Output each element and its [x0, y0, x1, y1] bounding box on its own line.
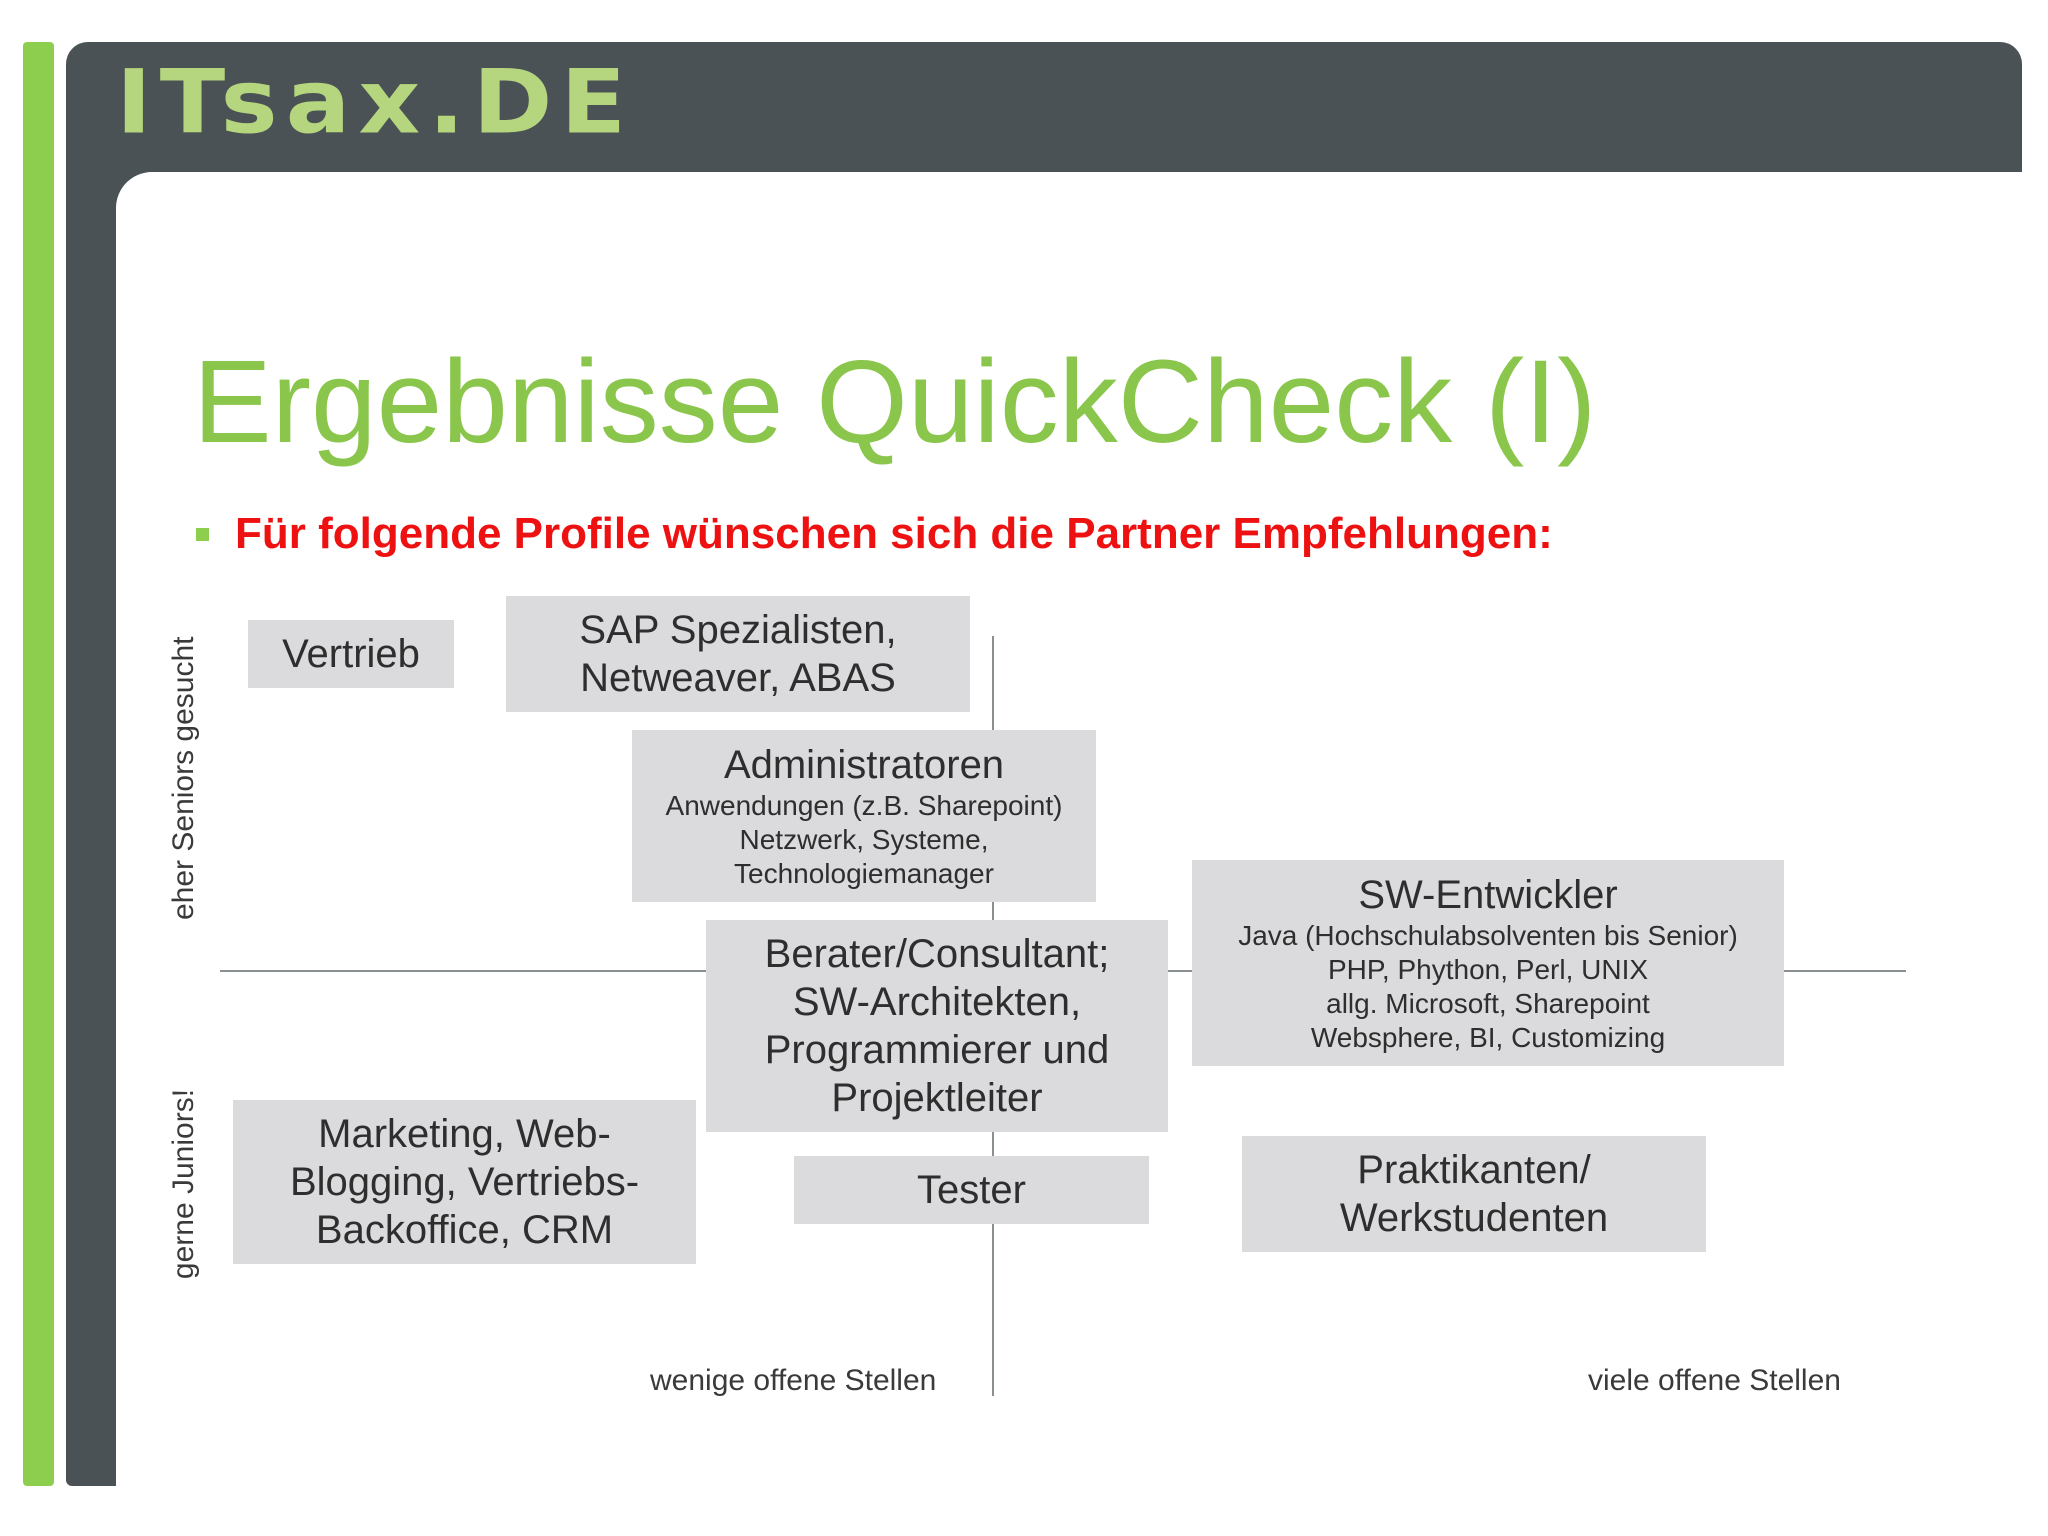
profile-box-tester	[794, 1156, 1149, 1224]
profile-title: SAP Spezialisten, Netweaver, ABAS	[579, 608, 897, 700]
y-axis-label-top: eher Seniors gesucht	[167, 636, 200, 920]
profile-title: SW-Entwickler	[1358, 873, 1618, 917]
profile-title: Marketing, Web- Blogging, Vertriebs- Backoffice, CRM	[289, 1112, 640, 1252]
logo-text: ITsax.DE	[116, 50, 635, 154]
itsax-logo	[116, 46, 634, 158]
x-axis-label-right: viele offene Stellen	[1588, 1364, 1841, 1397]
profile-box-berater	[706, 920, 1168, 1132]
accent-bar	[23, 42, 54, 1486]
profile-title: Tester	[917, 1168, 1026, 1212]
x-axis-label-left: wenige offene Stellen	[650, 1364, 937, 1397]
profile-box-administratoren	[632, 730, 1096, 902]
bullet-item	[196, 506, 1553, 562]
profile-box-marketing	[233, 1100, 696, 1264]
profile-box-sw-entwickler	[1192, 860, 1784, 1066]
slide-title: Ergebnisse QuickCheck (I)	[193, 336, 1597, 468]
profile-box-sap	[506, 596, 970, 712]
profile-detail: Anwendungen (z.B. Sharepoint) Netzwerk, Systeme, Technologiemanager	[665, 790, 1063, 889]
profile-box-praktikanten	[1242, 1136, 1706, 1252]
profile-title: Administratoren	[723, 743, 1005, 787]
profile-detail: Java (Hochschulabsolventen bis Senior) PHP, Phython, Perl, UNIX allg. Microsoft, Sharepoint Websphere, BI, Customizing	[1238, 920, 1738, 1053]
profile-title: Berater/Consultant; SW-Architekten, Programmierer und Projektleiter	[764, 932, 1110, 1120]
profile-box-vertrieb	[248, 620, 454, 688]
bullet-text: Für folgende Profile wünschen sich die Partner Empfehlungen:	[235, 509, 1553, 558]
bullet-square-icon	[196, 528, 209, 541]
profile-title: Vertrieb	[282, 632, 420, 676]
y-axis-label-bottom: gerne Juniors!	[167, 1088, 200, 1280]
profile-title: Praktikanten/ Werkstudenten	[1339, 1148, 1609, 1240]
